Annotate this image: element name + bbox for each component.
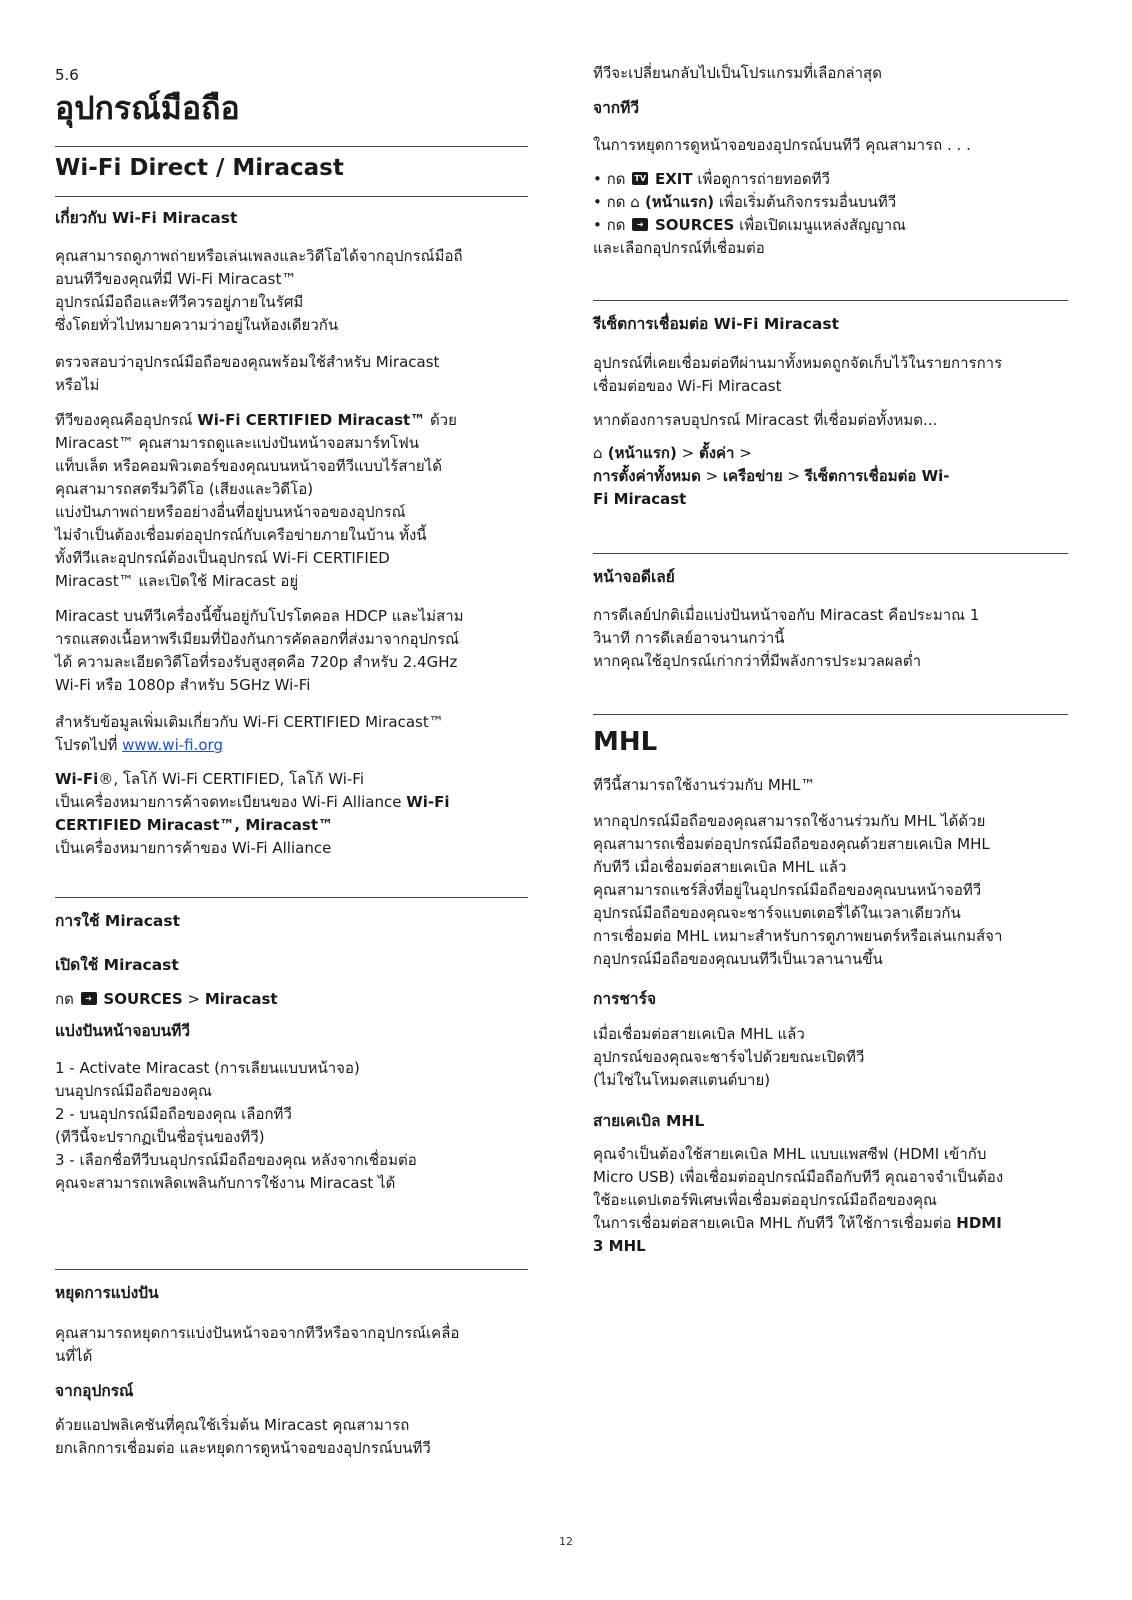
enable-miracast-heading: เปิดใช้ Miracast — [55, 956, 179, 974]
text-line: 3 MHL — [593, 1237, 646, 1255]
mhl-intro: ทีวีนี้สามารถใช้งานร่วมกับ MHL™ — [593, 776, 816, 794]
divider — [55, 897, 528, 898]
divider — [593, 300, 1068, 301]
text-line: ทั้งทีวีและอุปกรณ์ต้องเป็นอุปกรณ์ Wi-Fi CERTIFIED — [55, 549, 390, 567]
text-line: โปรดไปที่ www.wi-fi.org — [55, 736, 223, 754]
home-icon: ⌂ — [630, 193, 640, 211]
from-device-heading: จากอุปกรณ์ — [55, 1382, 134, 1400]
text-line: หากคุณใช้อุปกรณ์เก่ากว่าที่มีพลังการประมวลผลต่ำ — [593, 652, 922, 670]
from-tv-intro: ในการหยุดการดูหน้าจอของอุปกรณ์บนทีวี คุณสามารถ . . . — [593, 136, 971, 154]
sources-icon: ➜ — [81, 992, 97, 1005]
about-paragraph-2 — [55, 351, 528, 397]
text-line: หากอุปกรณ์มือถือของคุณสามารถใช้งานร่วมกับ MHL ได้ด้วย — [593, 812, 986, 830]
text-line: Miracast บนทีวีเครื่องนี้ขึ้นอยู่กับโปรโตคอล HDCP และไม่สาม — [55, 607, 464, 625]
from-tv-bullets — [593, 168, 1068, 260]
divider — [593, 553, 1068, 554]
text-line: การดีเลย์ปกติเมื่อแบ่งปันหน้าจอกับ Miracast คือประมาณ 1 — [593, 606, 980, 624]
share-screen-heading: แบ่งปันหน้าจอบนทีวี — [55, 1022, 191, 1040]
mhl-title: MHL — [593, 727, 658, 757]
about-paragraph-1 — [55, 245, 528, 337]
text-line: คุณจำเป็นต้องใช้สายเคเบิล MHL แบบแพสซีฟ (HDMI เข้ากับ — [593, 1145, 987, 1163]
text-line: ซึ่งโดยทั่วไปหมายความว่าอยู่ในห้องเดียวกัน — [55, 316, 339, 334]
section-title: อุปกรณ์มือถือ — [55, 89, 240, 127]
bullet-sources: • กด ➜ SOURCES เพื่อเปิดเมนูแหล่งสัญญาณ — [593, 216, 906, 234]
charging-paragraph — [593, 1023, 1068, 1092]
step-line: คุณจะสามารถเพลิดเพลินกับการใช้งาน Miracast ได้ — [55, 1174, 396, 1192]
about-paragraph-4 — [55, 605, 528, 697]
from-device-paragraph — [55, 1414, 528, 1460]
text-line: ได้ ความละเอียดวิดีโอที่รองรับสูงสุดคือ 720p สำหรับ 2.4GHz — [55, 653, 458, 671]
step-line: (ทีวีนี้จะปรากฏเป็นชื่อรุ่นของทีวี) — [55, 1128, 265, 1146]
trademark-paragraph — [55, 768, 528, 860]
text-line: ไม่จำเป็นต้องเชื่อมต่ออุปกรณ์กับเครือข่ายภายในบ้าน ทั้งนี้ — [55, 526, 427, 544]
text-line: นที่ได้ — [55, 1347, 93, 1365]
step-line: บนอุปกรณ์มือถือของคุณ — [55, 1082, 212, 1100]
divider — [55, 146, 528, 147]
section-number: 5.6 — [55, 66, 79, 84]
screen-delay-paragraph — [593, 604, 1068, 673]
about-paragraph-5 — [55, 711, 528, 757]
tv-icon: TV — [632, 172, 648, 185]
step-line: 2 - บนอุปกรณ์มือถือของคุณ เลือกทีวี — [55, 1105, 292, 1123]
charging-heading: การชาร์จ — [593, 990, 657, 1008]
reset-paragraph-1 — [593, 352, 1068, 398]
divider — [593, 714, 1068, 715]
text-line: Miracast™ คุณสามารถดูและแบ่งปันหน้าจอสมาร์ทโฟน — [55, 434, 419, 452]
text-line: คุณสามารถแชร์สิ่งที่อยู่ในอุปกรณ์มือถือของคุณบนหน้าจอทีวี — [593, 881, 982, 899]
reset-menu-path — [593, 442, 1068, 511]
text-line: ยกเลิกการเชื่อมต่อ และหยุดการดูหน้าจอของอุปกรณ์บนทีวี — [55, 1439, 431, 1457]
text-line: อบนทีวีของคุณที่มี Wi-Fi Miracast™ — [55, 270, 297, 288]
text-line: ในการเชื่อมต่อสายเคเบิล MHL กับทีวี ให้ใช้การเชื่อมต่อ HDMI — [593, 1214, 1002, 1232]
text-line: (ไม่ใช่ในโหมดสแตนด์บาย) — [593, 1071, 771, 1089]
text-line: อุปกรณ์ของคุณจะชาร์จไปด้วยขณะเปิดทีวี — [593, 1048, 865, 1066]
enable-instruction — [55, 988, 528, 1011]
text-line: ตรวจสอบว่าอุปกรณ์มือถือของคุณพร้อมใช้สำหรับ Miracast — [55, 353, 440, 371]
path-line: Fi Miracast — [593, 490, 687, 508]
text-line: Miracast™ และเปิดใช้ Miracast อยู่ — [55, 572, 299, 590]
text-line: และเลือกอุปกรณ์ที่เชื่อมต่อ — [593, 239, 765, 257]
use-miracast-heading: การใช้ Miracast — [55, 912, 181, 930]
text-line: เมื่อเชื่อมต่อสายเคเบิล MHL แล้ว — [593, 1025, 805, 1043]
step-line: 1 - Activate Miracast (การเลียนแบบหน้าจอ) — [55, 1059, 360, 1077]
share-steps — [55, 1057, 528, 1195]
text-line: อุปกรณ์มือถือและทีวีควรอยู่ภายในรัศมี — [55, 293, 304, 311]
reset-heading: รีเซ็ตการเชื่อมต่อ Wi-Fi Miracast — [593, 315, 840, 333]
text-line: Micro USB) เพื่อเชื่อมต่ออุปกรณ์มือถือกับทีวี คุณอาจจำเป็นต้อง — [593, 1168, 1004, 1186]
subsection-title: Wi-Fi Direct / Miracast — [55, 155, 344, 181]
about-paragraph-3 — [55, 409, 528, 593]
path-line: ⌂ (หน้าแรก) > ตั้งค่า > — [593, 444, 752, 462]
text-line: เป็นเครื่องหมายการค้าของ Wi-Fi Alliance — [55, 839, 332, 857]
wifi-org-link[interactable]: www.wi-fi.org — [122, 736, 223, 754]
bullet-exit: • กด TV EXIT เพื่อดูการถ่ายทอดทีวี — [593, 170, 830, 188]
text-line: กด ➜ SOURCES > Miracast — [55, 990, 278, 1008]
stop-sharing-heading: หยุดการแบ่งปัน — [55, 1284, 159, 1302]
text-line: หรือไม่ — [55, 376, 100, 394]
sources-icon: ➜ — [632, 218, 648, 231]
text-line: แบ่งปันภาพถ่ายหรืออย่างอื่นที่อยู่บนหน้าจอของอุปกรณ์ — [55, 503, 406, 521]
stop-sharing-paragraph — [55, 1322, 528, 1368]
text-line: คุณสามารถเชื่อมต่ออุปกรณ์มือถือของคุณด้วยสายเคเบิล MHL — [593, 835, 990, 853]
text-line: ด้วยแอปพลิเคชันที่คุณใช้เริ่มต้น Miracast คุณสามารถ — [55, 1416, 410, 1434]
text-line: ทีวีของคุณคืออุปกรณ์ Wi-Fi CERTIFIED Miracast™ ด้วย — [55, 411, 457, 429]
from-tv-heading: จากทีวี — [593, 99, 640, 117]
text-line: Wi-Fi หรือ 1080p สำหรับ 5GHz Wi-Fi — [55, 676, 311, 694]
text-line: อุปกรณ์ที่เคยเชื่อมต่อทีผ่านมาทั้งหมดถูกจัดเก็บไว้ในรายการการ — [593, 354, 1003, 372]
text-line: สำหรับข้อมูลเพิ่มเติมเกี่ยวกับ Wi-Fi CERTIFIED Miracast™ — [55, 713, 444, 731]
mhl-cable-heading: สายเคเบิล MHL — [593, 1112, 705, 1130]
divider — [55, 196, 528, 197]
divider — [55, 1269, 528, 1270]
screen-delay-heading: หน้าจอดีเลย์ — [593, 568, 675, 586]
bullet-home: • กด ⌂ (หน้าแรก) เพื่อเริ่มต้นกิจกรรมอื่นบนทีวี — [593, 193, 897, 211]
text-line: การเชื่อมต่อ MHL เหมาะสำหรับการดูภาพยนตร์หรือเล่นเกมส์จา — [593, 927, 1003, 945]
text-line: อุปกรณ์มือถือของคุณจะชาร์จแบตเตอรี่ได้ในเวลาเดียวกัน — [593, 904, 961, 922]
certified-label: Wi-Fi CERTIFIED Miracast™ — [197, 411, 426, 429]
page-number: 12 — [559, 1535, 573, 1548]
text-line: CERTIFIED Miracast™, Miracast™ — [55, 816, 334, 834]
text-line: เชื่อมต่อของ Wi-Fi Miracast — [593, 377, 782, 395]
step-line: 3 - เลือกชื่อทีวีบนอุปกรณ์มือถือของคุณ หลังจากเชื่อมต่อ — [55, 1151, 417, 1169]
mhl-cable-paragraph — [593, 1143, 1068, 1258]
path-line: การตั้งค่าทั้งหมด > เครือข่าย > รีเซ็ตการเชื่อมต่อ Wi- — [593, 467, 950, 485]
text-line: คุณสามารถสตรีมวิดีโอ (เสียงและวิดีโอ) — [55, 480, 314, 498]
text-line: วินาที การดีเลย์อาจนานกว่านี้ — [593, 629, 785, 647]
mhl-paragraph — [593, 810, 1068, 971]
text-line: กับทีวี เมื่อเชื่อมต่อสายเคเบิล MHL แล้ว — [593, 858, 847, 876]
text-line: ารถแสดงเนื้อหาพรีเมียมที่ป้องกันการคัดลอกที่ส่งมาจากอุปกรณ์ — [55, 630, 460, 648]
about-heading: เกี่ยวกับ Wi-Fi Miracast — [55, 209, 238, 227]
text-line: กอุปกรณ์มือถือของคุณบนทีวีเป็นเวลานานขึ้น — [593, 950, 883, 968]
reset-paragraph-2: หากต้องการลบอุปกรณ์ Miracast ที่เชื่อมต่อทั้งหมด... — [593, 411, 938, 429]
home-icon: ⌂ — [593, 444, 603, 462]
continued-line: ทีวีจะเปลี่ยนกลับไปเป็นโปรแกรมที่เลือกล่าสุด — [593, 64, 882, 82]
text-line: ใช้อะแดปเตอร์พิเศษเพื่อเชื่อมต่ออุปกรณ์มือถือของคุณ — [593, 1191, 937, 1209]
text-line: คุณสามารถหยุดการแบ่งปันหน้าจอจากทีวีหรือจากอุปกรณ์เคลื่อ — [55, 1324, 460, 1342]
text-line: Wi-Fi®, โลโก้ Wi-Fi CERTIFIED, โลโก้ Wi-Fi — [55, 770, 364, 788]
text-line: แท็บเล็ต หรือคอมพิวเตอร์ของคุณบนหน้าจอทีวีแบบไร้สายได้ — [55, 457, 442, 475]
text-line: คุณสามารถดูภาพถ่ายหรือเล่นเพลงและวิดีโอได้จากอุปกรณ์มือถื — [55, 247, 463, 265]
text-line: เป็นเครื่องหมายการค้าจดทะเบียนของ Wi-Fi Alliance Wi-Fi — [55, 793, 450, 811]
